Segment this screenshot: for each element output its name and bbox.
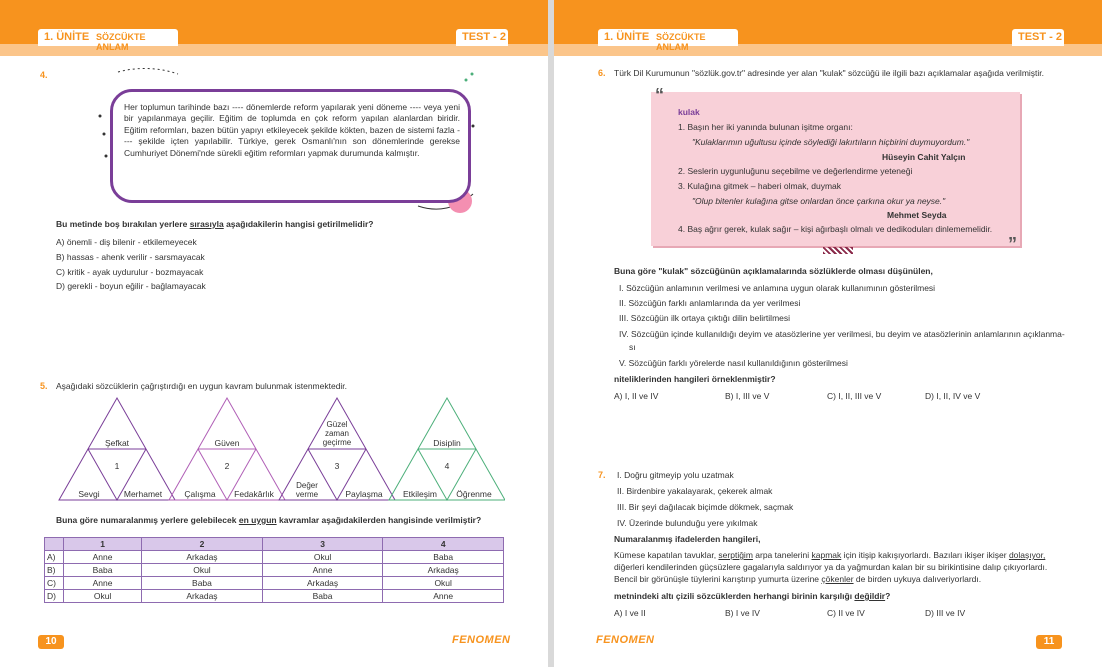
q4-question — [56, 218, 373, 230]
q7-lead: Numaralanmış ifadelerden hangileri, — [614, 534, 761, 544]
table-cell: Baba — [262, 590, 383, 603]
page-number: 10 — [38, 635, 64, 649]
q5-question — [56, 514, 481, 526]
triangle-3 — [279, 398, 395, 500]
triangle-3-left-2: verme — [295, 490, 319, 499]
table-row[interactable] — [45, 551, 504, 564]
question-number: 6. — [598, 68, 606, 78]
q7-passage-line-1 — [614, 549, 1045, 561]
dict-sense-3: 3. Kulağına gitmek – haberi olmak, duymak — [678, 181, 842, 191]
triangle-4-number: 4 — [444, 461, 450, 471]
table-cell: Arkadaş — [142, 551, 263, 564]
table-cell: Anne — [64, 551, 142, 564]
triangle-3-top-3: geçirme — [322, 438, 352, 447]
table-cell: Arkadaş — [383, 564, 504, 577]
test-label: TEST - 2 — [462, 31, 507, 43]
q7-p1-b: arpa tanelerini — [752, 550, 812, 560]
test-label: TEST - 2 — [1018, 31, 1063, 43]
q4-option-d[interactable]: D) gerekli - boyun eğilir - bağlamayacak — [56, 281, 206, 291]
q4-option-b[interactable]: B) hassas - ahenk verilir - sarsmayacak — [56, 252, 205, 262]
dict-sense-1-author: Hüseyin Cahit Yalçın — [882, 152, 966, 162]
q7-option-d[interactable]: D) III ve IV — [925, 608, 966, 618]
triangle-1-top: Şefkat — [104, 438, 130, 448]
q4-option-c[interactable]: C) kritik - ayak uydurulur - bozmayacak — [56, 267, 204, 277]
q7-passage-line-3 — [614, 573, 981, 585]
question-number: 5. — [40, 381, 48, 391]
dict-sense-3-author: Mehmet Seyda — [887, 210, 947, 220]
triangle-2-top: Güven — [214, 438, 240, 448]
triangle-3-left-1: Değer — [296, 481, 318, 490]
triangle-2-right: Fedakârlık — [234, 489, 274, 499]
q7-p3-a: Bencil bir görünüşle tüylerini karıştırıp yumurta üzerine — [614, 574, 822, 584]
close-quote-icon: ” — [1008, 234, 1017, 254]
q7-passage-line-2: diğerleri kendilerinden güçsüzlere gagalarıyla saldırıyor ya da yağmurdan kalan bir su birikintisine dalıp çıkıyorlardı. — [614, 562, 1048, 572]
q6-item-4: IV. Sözcüğün içinde kullanıldığı deyim ve atasözlerine yer verilmesi, bu deyim ve atasözlerinin anlamlarının açıklanma- — [619, 329, 1065, 339]
q6-option-b[interactable]: B) I, III ve V — [725, 391, 770, 401]
dict-sense-3-example: "Olup bitenler kulağına gitse onlardan önce çarkına okur ya neyse." — [692, 196, 946, 206]
q4-passage: Her toplumun tarihinde bazı ---- dönemlerde reform yapılarak yeni döneme ---- veya yeni bir yapılanmaya geçilir. Eğitim de toplumda en çok reform yapılan alanlardan biridir. Eğitim reformları, bazen bütün yapıyı etkileyecek şekilde kökten, bazen de sistemi fazla ---- şekilde içten yapılabilir. Türkiye, gerek Osmanlı'nın son dönemlerinde gerekse Cumhuriyet Dönemi'nde sürekli eğitim reformları yapmak durumunda kalmıştır. — [124, 102, 460, 158]
q7-underlined-word: dolaşıyor, — [1008, 550, 1046, 560]
triangle-3-top-2: zaman — [324, 429, 350, 438]
table-header: 2 — [142, 538, 263, 551]
table-cell: Okul — [262, 551, 383, 564]
q7-option-b[interactable]: B) I ve IV — [725, 608, 760, 618]
q6-option-c[interactable]: C) I, II, III ve V — [827, 391, 882, 401]
table-cell: Arkadaş — [142, 590, 263, 603]
triangle-3-right: Paylaşma — [345, 489, 383, 499]
unit-title: SÖZCÜKTE ANLAM — [96, 32, 146, 52]
dict-sense-4: 4. Baş ağrır gerek, kulak sağır – kişi ağırbaşlı olmalı ve dedikoduları dinlememelidir. — [678, 224, 993, 234]
concept-triangles — [55, 396, 505, 508]
q7-question — [614, 590, 890, 602]
unit-label: 1. ÜNİTE — [44, 31, 90, 43]
table-corner — [45, 538, 64, 551]
q7-p3-b: de birden uykuya dalıveriyorlardı. — [853, 574, 982, 584]
unit-tab — [38, 29, 178, 52]
table-header: 1 — [64, 538, 142, 551]
triangle-3-number: 3 — [334, 461, 340, 471]
q7-question-b: ? — [885, 591, 891, 601]
q7-underlined-word: serptiğim — [718, 550, 753, 560]
table-cell: Baba — [142, 577, 263, 590]
question-number: 4. — [40, 70, 48, 80]
q5-question-underlined: en uygun — [238, 515, 277, 525]
table-header: 3 — [262, 538, 383, 551]
q5-question-post: kavramlar aşağıdakilerden hangisinde verilmiştir? — [276, 515, 482, 525]
triangle-2 — [169, 398, 285, 500]
table-cell: Okul — [64, 590, 142, 603]
q6-item-4-cont: sı — [629, 342, 636, 352]
triangle-4 — [389, 398, 505, 500]
triangle-4-right: Öğrenme — [456, 489, 492, 499]
open-quote-icon: “ — [655, 85, 664, 105]
q6-stem: Türk Dil Kurumunun "sözlük.gov.tr" adresinde yer alan "kulak" sözcüğü ile ilgili bazı açıklamalar aşağıda verilmiştir. — [614, 68, 1045, 78]
table-row[interactable] — [45, 577, 504, 590]
dict-sense-2: 2. Seslerin uygunluğunu seçebilme ve değerlendirme yeteneği — [678, 166, 913, 176]
q7-question-underlined: değildir — [854, 591, 886, 601]
row-label: D) — [45, 590, 64, 603]
q6-item-2: II. Sözcüğün farklı anlamlarında da yer verilmesi — [619, 298, 801, 308]
table-cell: Arkadaş — [262, 577, 383, 590]
q7-option-c[interactable]: C) II ve IV — [827, 608, 865, 618]
q6-item-5: V. Sözcüğün farklı yörelerde nasıl kullanıldığının gösterilmesi — [619, 358, 848, 368]
q6-item-1: I. Sözcüğün anlamının verilmesi ve anlamına uygun olarak kullanımının gösterilmesi — [619, 283, 936, 293]
q6-option-d[interactable]: D) I, II, IV ve V — [925, 391, 981, 401]
table-cell: Baba — [64, 564, 142, 577]
dict-headword: kulak — [678, 107, 700, 117]
q7-underlined-word: kapmak — [811, 550, 842, 560]
triangle-1-left: Sevgi — [78, 489, 100, 499]
row-label: B) — [45, 564, 64, 577]
row-label: A) — [45, 551, 64, 564]
triangle-4-left: Etkileşim — [402, 489, 438, 499]
triangle-2-number: 2 — [224, 461, 230, 471]
stripe-decoration — [823, 247, 853, 254]
q7-item-1: I. Doğru gitmeyip yolu uzatmak — [617, 470, 734, 480]
page-number: 11 — [1036, 635, 1062, 649]
unit-tab — [598, 29, 738, 52]
table-cell: Anne — [383, 590, 504, 603]
test-tab — [456, 29, 508, 46]
triangle-1-right: Merhamet — [123, 489, 163, 499]
dict-sense-1: 1. Başın her iki yanında bulunan işitme organı: — [678, 122, 853, 132]
row-label: C) — [45, 577, 64, 590]
q6-option-a[interactable]: A) I, II ve IV — [614, 391, 659, 401]
q6-question: niteliklerinden hangileri örneklenmiştir? — [614, 374, 776, 384]
triangle-1-number: 1 — [114, 461, 120, 471]
q7-p1-c: için itişip kakışıyorlardı. Bazıları ikişer ikişer — [841, 550, 1009, 560]
q4-question-pre: Bu metinde boş bırakılan yerlere — [56, 219, 190, 229]
q7-p1-a: Kümese kapatılan tavuklar, — [614, 550, 719, 560]
q6-lead: Buna göre "kulak" sözcüğünün açıklamalarında sözlüklerde olması düşünülen, — [614, 266, 933, 276]
table-header-row — [45, 538, 504, 551]
q5-question-pre: Buna göre numaralanmış yerlere gelebilecek — [56, 515, 239, 525]
q7-item-4: IV. Üzerinde bulunduğu yere yıkılmak — [617, 518, 758, 528]
left-page — [0, 0, 548, 667]
triangle-3-top-1: Güzel — [326, 420, 348, 429]
triangle-1 — [59, 398, 175, 500]
q6-item-3: III. Sözcüğün ilk ortaya çıktığı dilin belirtilmesi — [619, 313, 791, 323]
unit-title: SÖZCÜKTE ANLAM — [656, 32, 706, 52]
table-row[interactable] — [45, 590, 504, 603]
q7-underlined-word: çökenler — [821, 574, 854, 584]
triangle-2-left: Çalışma — [184, 489, 216, 499]
question-number: 7. — [598, 470, 606, 480]
q4-option-a[interactable]: A) önemli - diş bilenir - etkilemeyecek — [56, 237, 197, 247]
table-header: 4 — [383, 538, 504, 551]
table-row[interactable] — [45, 564, 504, 577]
q4-question-underlined: sırasıyla — [189, 219, 224, 229]
q7-option-a[interactable]: A) I ve II — [614, 608, 646, 618]
dict-sense-1-example: "Kulaklarımın uğultusu içinde söylediği lakırtıların hiçbirini duymuyordum." — [692, 137, 970, 147]
q5-stem: Aşağıdaki sözcüklerin çağrıştırdığı en uygun kavram bulunmak istenmektedir. — [56, 381, 348, 391]
table-cell: Okul — [383, 577, 504, 590]
table-cell: Okul — [142, 564, 263, 577]
q5-answer-table — [44, 537, 504, 603]
brand-logo: FENOMEN — [452, 634, 511, 646]
brand-logo: FENOMEN — [596, 634, 655, 646]
test-tab — [1012, 29, 1064, 46]
triangle-4-top: Disiplin — [433, 438, 461, 448]
q7-question-a: metnindeki altı çizili sözcüklerden herhangi birinin karşılığı — [614, 591, 855, 601]
q7-item-2: II. Birdenbire yakalayarak, çekerek almak — [617, 486, 773, 496]
q4-question-post: aşağıdakilerin hangisi getirilmelidir? — [223, 219, 374, 229]
table-cell: Anne — [64, 577, 142, 590]
table-cell: Baba — [383, 551, 504, 564]
unit-label: 1. ÜNİTE — [604, 31, 650, 43]
table-cell: Anne — [262, 564, 383, 577]
q7-item-3: III. Bir şeyi dağılacak biçimde dökmek, saçmak — [617, 502, 794, 512]
